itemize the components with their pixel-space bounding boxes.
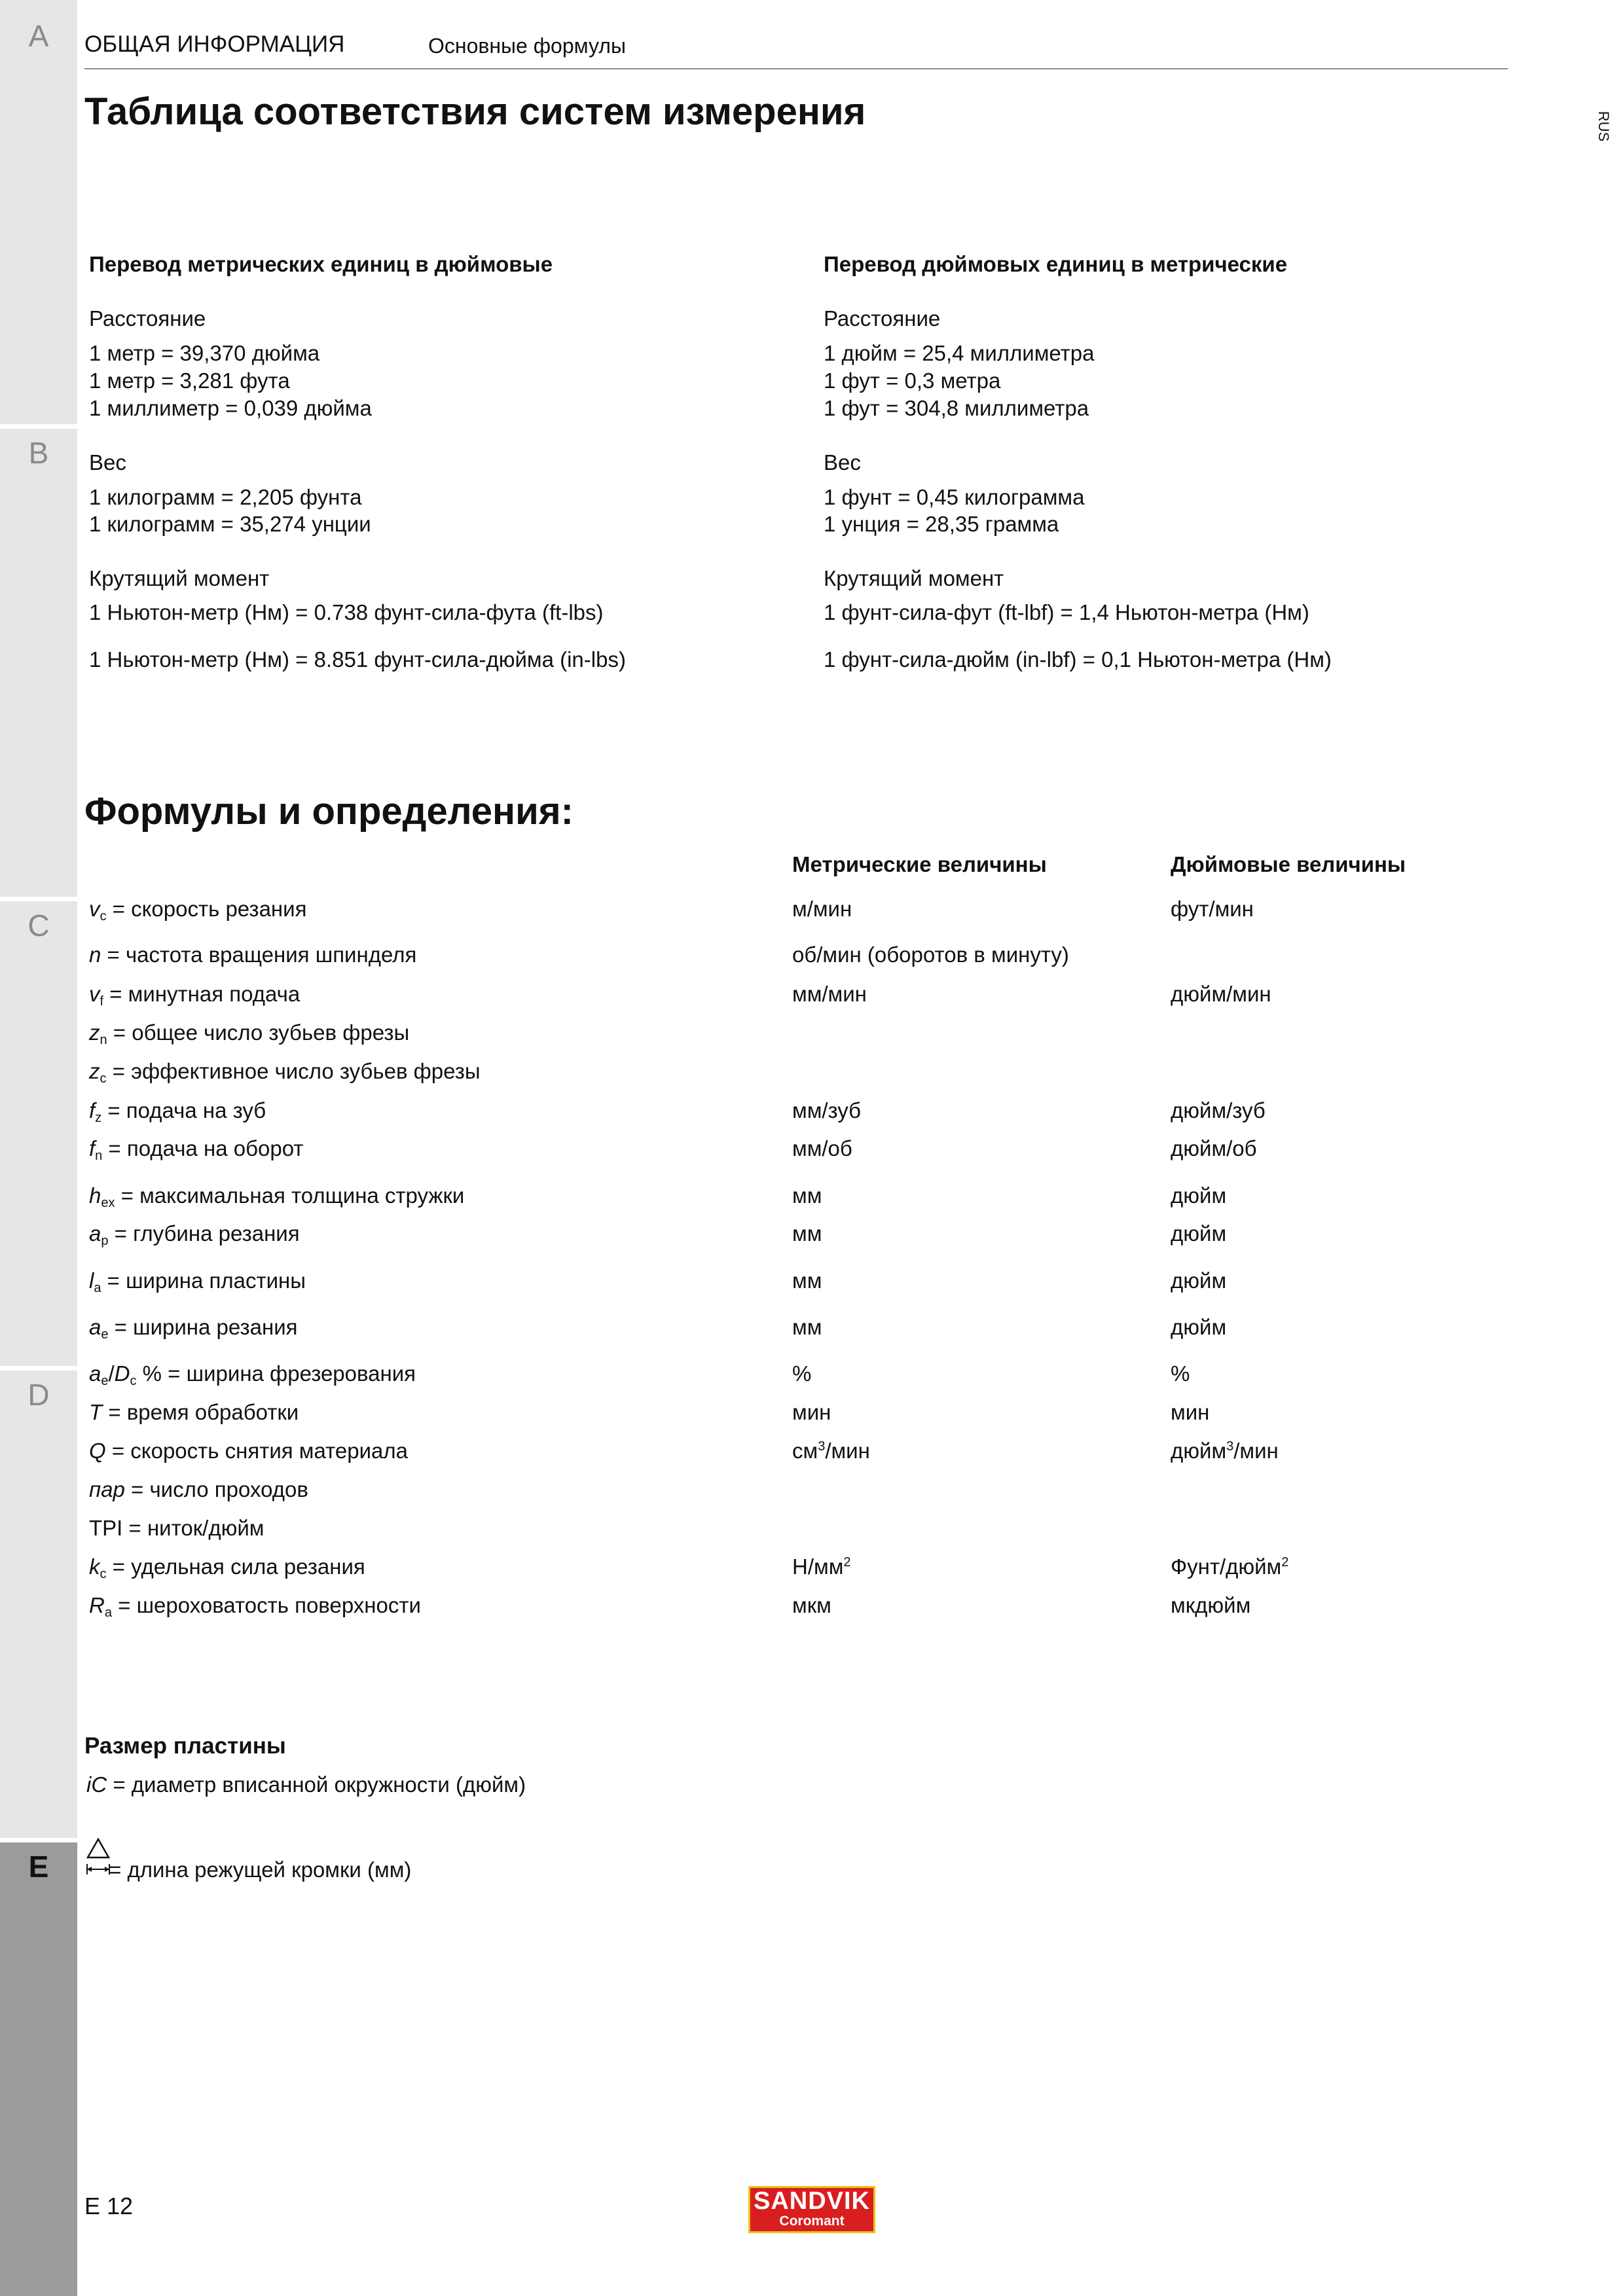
unit-text: % xyxy=(1171,1361,1190,1386)
right-torque-line: 1 фунт-сила-дюйм (in-lbf) = 0,1 Ньютон-метра (Нм) xyxy=(824,647,1332,672)
right-weight-line: 1 фунт = 0,45 килограмма xyxy=(824,485,1085,509)
insert-ic-definition: = диаметр вписанной окружности (дюйм) xyxy=(107,1772,526,1797)
formula-description: = ширина пластины xyxy=(101,1268,306,1293)
formula-inch-unit xyxy=(1171,1183,1226,1208)
unit-text: дюйм xyxy=(1171,1183,1227,1208)
formula-symbol: D xyxy=(114,1361,130,1386)
unit-text: мин xyxy=(792,1400,831,1424)
right-weight-label: Вес xyxy=(824,450,861,475)
left-distance-line: 1 метр = 39,370 дюйма xyxy=(89,341,320,365)
unit-text: фут/мин xyxy=(1171,897,1254,921)
unit-exponent: 3 xyxy=(1226,1439,1234,1454)
formula-description: = максимальная толщина стружки xyxy=(115,1183,465,1208)
formula-definition xyxy=(89,1020,409,1048)
right-distance-line: 1 дюйм = 25,4 миллиметра xyxy=(824,341,1095,365)
left-distance-line: 1 метр = 3,281 фута xyxy=(89,368,290,393)
unit-text: дюйм/зуб xyxy=(1171,1098,1266,1122)
formulas-col-metric: Метрические величины xyxy=(792,852,1047,876)
formula-symbol: v xyxy=(89,897,100,921)
formula-inch-unit xyxy=(1171,1593,1250,1618)
formula-description: = подача на оборот xyxy=(102,1136,304,1160)
language-label: RUS xyxy=(1596,111,1612,142)
left-weight-line: 1 килограмм = 35,274 унции xyxy=(89,512,371,536)
insert-ic-line xyxy=(86,1772,526,1797)
unit-text: мм/об xyxy=(792,1136,852,1160)
formula-subscript: n xyxy=(100,1033,107,1047)
formula-description: = глубина резания xyxy=(108,1221,300,1246)
formula-subscript: c xyxy=(100,909,107,924)
formula-symbol: Q xyxy=(89,1439,106,1463)
conversion-right-heading: Перевод дюймовых единиц в метрические xyxy=(824,252,1288,276)
unit-text: дюйм/об xyxy=(1171,1136,1257,1160)
formula-inch-unit xyxy=(1171,1221,1226,1246)
formula-metric-unit xyxy=(792,897,852,922)
tab-b xyxy=(0,429,77,897)
formula-description: = шероховатость поверхности xyxy=(111,1593,421,1617)
unit-exponent: 2 xyxy=(843,1555,851,1570)
formula-symbol: a xyxy=(89,1361,101,1386)
unit-text: мм/зуб xyxy=(792,1098,862,1122)
header-subsection: Основные формулы xyxy=(428,34,626,58)
formula-metric-unit xyxy=(792,1315,822,1340)
right-distance-label: Расстояние xyxy=(824,306,941,331)
formula-definition xyxy=(89,1400,299,1425)
formula-symbol: a xyxy=(89,1221,101,1246)
formula-description: = подача на зуб xyxy=(101,1098,266,1122)
formula-subscript: f xyxy=(100,994,104,1009)
formula-definition xyxy=(89,1268,306,1296)
formula-symbol: k xyxy=(89,1554,100,1579)
unit-text: мм xyxy=(792,1183,822,1208)
unit-exponent: 2 xyxy=(1281,1555,1289,1570)
logo-brand: SANDVIK xyxy=(753,2187,871,2215)
tab-label-a: A xyxy=(28,19,49,53)
unit-exponent: 3 xyxy=(818,1439,826,1454)
cutting-edge-length-icon xyxy=(85,1837,111,1877)
tab-a xyxy=(0,0,77,424)
formula-symbol: h xyxy=(89,1183,101,1208)
page-title: Таблица соответствия систем измерения xyxy=(84,90,866,133)
right-weight-line: 1 унция = 28,35 грамма xyxy=(824,512,1059,536)
formula-definition xyxy=(89,1439,408,1463)
left-distance-line: 1 миллиметр = 0,039 дюйма xyxy=(89,396,372,420)
formula-definition xyxy=(89,1221,300,1249)
tab-label-b: B xyxy=(28,436,49,470)
formula-description: = эффективное число зубьев фрезы xyxy=(106,1059,481,1083)
header-section: ОБЩАЯ ИНФОРМАЦИЯ xyxy=(84,31,345,57)
insert-title: Размер пластины xyxy=(84,1733,286,1759)
formula-description: = ниток/дюйм xyxy=(122,1516,264,1540)
formula-symbol: f xyxy=(89,1136,96,1160)
unit-text: дюйм xyxy=(1171,1268,1227,1293)
unit-text: дюйм xyxy=(1171,1315,1227,1339)
formula-description: = ширина резания xyxy=(108,1315,298,1339)
unit-text: дюйм/мин xyxy=(1171,982,1271,1006)
unit-text: мкдюйм xyxy=(1171,1593,1251,1617)
right-distance-line: 1 фут = 304,8 миллиметра xyxy=(824,396,1089,420)
formula-description: = скорость резания xyxy=(106,897,307,921)
formula-inch-unit xyxy=(1171,1136,1257,1161)
unit-text: /мин xyxy=(1233,1439,1279,1463)
unit-text: мм xyxy=(792,1221,822,1246)
formula-metric-unit xyxy=(792,1221,822,1246)
unit-text: мкм xyxy=(792,1593,831,1617)
left-torque-line: 1 Ньютон-метр (Нм) = 0.738 фунт-сила-фута (ft-lbs) xyxy=(89,600,604,624)
unit-text: м/мин xyxy=(792,897,852,921)
unit-text: Н/мм xyxy=(792,1554,844,1579)
formula-metric-unit xyxy=(792,1361,811,1386)
formula-definition xyxy=(89,1554,365,1582)
unit-text: мм xyxy=(792,1315,822,1339)
left-weight-label: Вес xyxy=(89,450,126,475)
unit-text: мм xyxy=(792,1268,822,1293)
page-number: E 12 xyxy=(84,2193,134,2219)
formula-description: = частота вращения шпинделя xyxy=(101,942,417,967)
formulas-title: Формулы и определения: xyxy=(84,790,574,833)
formula-metric-unit xyxy=(792,1439,870,1463)
left-distance-label: Расстояние xyxy=(89,306,206,331)
formula-metric-unit xyxy=(792,1554,851,1579)
formula-symbol: n xyxy=(89,942,101,967)
left-torque-line: 1 Ньютон-метр (Нм) = 8.851 фунт-сила-дюйма (in-lbs) xyxy=(89,647,626,672)
sandvik-logo xyxy=(748,2186,875,2233)
formula-inch-unit xyxy=(1171,1268,1226,1293)
insert-length-definition: = длина режущей кромки (мм) xyxy=(109,1857,412,1882)
formula-definition xyxy=(89,1059,481,1086)
formula-definition xyxy=(89,1183,464,1211)
formula-subscript: e xyxy=(101,1374,109,1388)
formula-metric-unit xyxy=(792,1268,822,1293)
formula-description: = минутная подача xyxy=(103,982,301,1006)
formula-definition xyxy=(89,1477,308,1502)
insert-ic-symbol: iC xyxy=(86,1772,107,1797)
formula-metric-unit xyxy=(792,1183,822,1208)
formula-definition xyxy=(89,942,416,967)
unit-text: об/мин (оборотов в минуту) xyxy=(792,942,1069,967)
formula-slash: / xyxy=(108,1361,115,1386)
formula-subscript: ex xyxy=(101,1196,115,1210)
formula-subscript: c xyxy=(130,1374,137,1388)
formula-metric-unit xyxy=(792,1098,861,1123)
logo-subbrand: Coromant xyxy=(779,2214,845,2229)
formula-symbol: TPI xyxy=(89,1516,123,1540)
formula-symbol: l xyxy=(89,1268,94,1293)
formula-metric-unit xyxy=(792,1593,831,1618)
formula-metric-unit xyxy=(792,982,867,1007)
formula-definition xyxy=(89,1361,416,1389)
formula-inch-unit xyxy=(1171,982,1271,1007)
formula-subscript: c xyxy=(100,1567,107,1581)
formula-subscript: p xyxy=(101,1234,109,1248)
formula-inch-unit xyxy=(1171,1315,1226,1340)
formula-symbol: пар xyxy=(89,1477,125,1501)
formula-symbol: z xyxy=(89,1059,100,1083)
formula-description: = время обработки xyxy=(102,1400,299,1424)
tab-label-c: C xyxy=(27,908,50,942)
formula-definition xyxy=(89,1136,303,1164)
unit-text: см xyxy=(792,1439,818,1463)
formula-symbol: R xyxy=(89,1593,105,1617)
formula-inch-unit xyxy=(1171,1098,1266,1123)
formula-subscript: c xyxy=(100,1071,107,1086)
tab-e xyxy=(0,1842,77,2296)
formula-definition xyxy=(89,982,300,1009)
formula-inch-unit xyxy=(1171,1554,1288,1579)
formula-definition xyxy=(89,1593,421,1621)
formula-metric-unit xyxy=(792,1400,831,1425)
formula-metric-unit xyxy=(792,1136,852,1161)
unit-text: дюйм xyxy=(1171,1439,1227,1463)
formula-description: = число проходов xyxy=(124,1477,308,1501)
header-rule xyxy=(84,68,1508,69)
formula-metric-unit xyxy=(792,942,1069,967)
right-torque-label: Крутящий момент xyxy=(824,566,1004,590)
unit-text: мм/мин xyxy=(792,982,867,1006)
unit-text: Фунт/дюйм xyxy=(1171,1554,1282,1579)
formula-description: = удельная сила резания xyxy=(106,1554,365,1579)
unit-text: мин xyxy=(1171,1400,1210,1424)
formula-symbol: z xyxy=(89,1020,100,1045)
right-distance-line: 1 фут = 0,3 метра xyxy=(824,368,1001,393)
conversion-left-heading: Перевод метрических единиц в дюймовые xyxy=(89,252,553,276)
formula-subscript: e xyxy=(101,1327,109,1342)
left-weight-line: 1 килограмм = 2,205 фунта xyxy=(89,485,362,509)
formula-subscript: a xyxy=(104,1605,112,1620)
formula-description: = скорость снятия материала xyxy=(105,1439,408,1463)
formula-inch-unit xyxy=(1171,897,1254,922)
left-torque-label: Крутящий момент xyxy=(89,566,270,590)
formula-definition xyxy=(89,897,306,924)
right-torque-line: 1 фунт-сила-фут (ft-lbf) = 1,4 Ньютон-метра (Нм) xyxy=(824,600,1309,624)
formula-symbol: v xyxy=(89,982,100,1006)
formula-symbol: f xyxy=(89,1098,96,1122)
formula-symbol: a xyxy=(89,1315,101,1339)
tab-c xyxy=(0,901,77,1366)
formula-subscript: a xyxy=(94,1281,101,1295)
formula-definition xyxy=(89,1315,298,1342)
formula-description: % = ширина фрезерования xyxy=(136,1361,416,1386)
tab-label-d: D xyxy=(27,1378,50,1412)
formula-symbol: T xyxy=(89,1400,103,1424)
formula-definition xyxy=(89,1098,266,1126)
formulas-col-inch: Дюймовые величины xyxy=(1171,852,1406,876)
formula-subscript: n xyxy=(95,1149,103,1163)
formula-inch-unit xyxy=(1171,1361,1190,1386)
unit-text: /мин xyxy=(825,1439,870,1463)
formula-inch-unit xyxy=(1171,1439,1279,1463)
formula-inch-unit xyxy=(1171,1400,1209,1425)
tab-label-e: E xyxy=(28,1850,49,1884)
unit-text: % xyxy=(792,1361,812,1386)
formula-description: = общее число зубьев фрезы xyxy=(107,1020,410,1045)
formula-subscript: z xyxy=(95,1111,102,1125)
unit-text: дюйм xyxy=(1171,1221,1227,1246)
tab-d xyxy=(0,1371,77,1838)
formula-definition xyxy=(89,1516,264,1541)
